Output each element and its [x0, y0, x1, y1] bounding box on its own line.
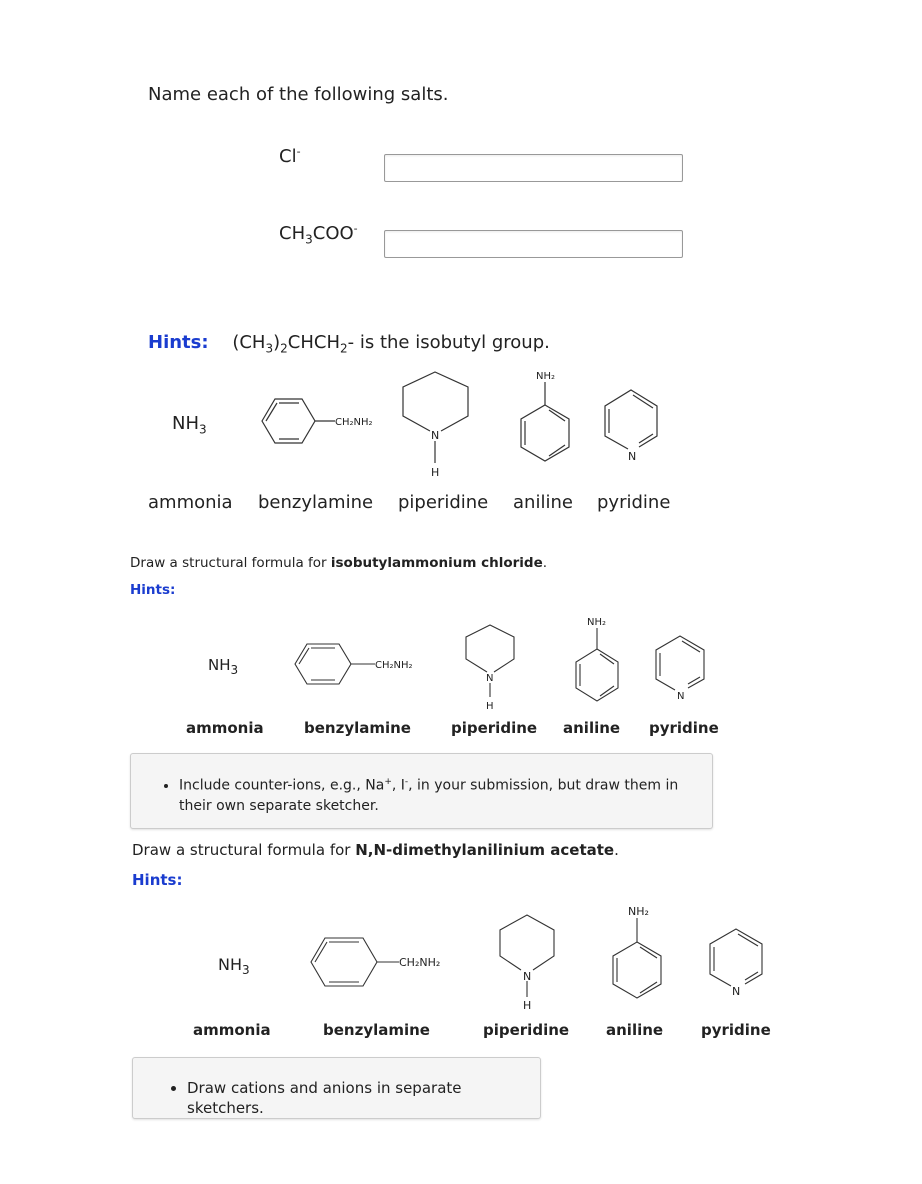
q3-hints-label: Hints: [132, 871, 183, 889]
svg-text:N: N [677, 691, 685, 702]
aniline-structure-3 [613, 918, 661, 998]
name-pyridine: pyridine [597, 492, 671, 513]
name-aniline-3: aniline [606, 1021, 664, 1039]
question-title: Name each of the following salts. [148, 84, 449, 105]
svg-text:H: H [486, 701, 494, 712]
acetate-ion-label: $CH_3COO^-$ [279, 222, 358, 247]
structures-set-3 [305, 900, 785, 1015]
name-ammonia-3: ammonia [193, 1021, 271, 1039]
acetate-name-input[interactable] [384, 230, 683, 258]
svg-text:NH₂: NH₂ [587, 617, 607, 628]
piperidine-structure [403, 372, 468, 463]
svg-text:N: N [431, 429, 440, 442]
ammonia-formula-2: $NH_3$ [208, 656, 239, 677]
svg-text:N: N [628, 450, 637, 463]
pyridine-structure-2 [656, 636, 704, 690]
chloride-ion-label: Cl- [279, 145, 301, 167]
pyridine-structure [605, 390, 657, 449]
name-benzylamine-2: benzylamine [304, 719, 411, 737]
q2-tip-item: • Include counter-ions, e.g., Na+, I-, in your submission, but draw them in their own separate sketcher. [179, 772, 696, 816]
piperidine-structure-2 [466, 625, 514, 697]
svg-text:CH₂NH₂: CH₂NH₂ [399, 956, 441, 969]
aniline-structure-2 [576, 628, 618, 701]
name-piperidine-3: piperidine [483, 1021, 570, 1039]
ammonia-formula-3: $NH_3$ [218, 955, 250, 978]
q3-tip-box [132, 1057, 541, 1119]
svg-text:NH₂: NH₂ [536, 371, 556, 382]
piperidine-structure-3 [500, 915, 554, 997]
structures-set-2 [290, 612, 720, 712]
isobutyl-hint: $(CH_3)_2CHCH_2-$ is the isobutyl group. [232, 332, 550, 356]
q3-prompt: Draw a structural formula for N,N-dimethylanilinium acetate. [132, 841, 619, 859]
name-piperidine-2: piperidine [451, 719, 538, 737]
name-ammonia-2: ammonia [186, 719, 264, 737]
svg-text:CH₂NH₂: CH₂NH₂ [375, 660, 413, 671]
q2-prompt: Draw a structural formula for isobutylammonium chloride. [130, 555, 548, 571]
svg-text:N: N [523, 970, 532, 983]
hints-line [148, 332, 550, 356]
name-pyridine-2: pyridine [649, 719, 719, 737]
name-ammonia: ammonia [148, 492, 233, 513]
q2-hints-label: Hints: [130, 582, 176, 598]
q2-tip-box [130, 753, 713, 829]
svg-text:NH₂: NH₂ [628, 905, 649, 918]
name-pyridine-3: pyridine [701, 1021, 771, 1039]
name-aniline-2: aniline [563, 719, 621, 737]
name-benzylamine: benzylamine [258, 492, 374, 513]
benzylamine-structure [262, 399, 335, 443]
structures-set-1 [255, 365, 685, 485]
svg-text:H: H [523, 999, 532, 1012]
name-benzylamine-3: benzylamine [323, 1021, 430, 1039]
ch2nh2-label: CH₂NH₂ [335, 417, 373, 428]
ammonia-formula: $NH_3$ [172, 413, 207, 437]
svg-text:H: H [431, 466, 440, 479]
chloride-name-input[interactable] [384, 154, 683, 182]
aniline-structure [521, 382, 569, 461]
pyridine-structure-3 [710, 929, 762, 986]
q3-tip-item: • Draw cations and anions in separate sketchers. [187, 1078, 530, 1118]
benzylamine-structure-2 [295, 644, 375, 684]
svg-text:N: N [486, 673, 494, 684]
benzylamine-structure-3 [311, 938, 399, 986]
name-piperidine: piperidine [398, 492, 489, 513]
name-aniline: aniline [513, 492, 573, 513]
svg-text:N: N [732, 985, 741, 998]
hints-label: Hints: [148, 332, 209, 353]
